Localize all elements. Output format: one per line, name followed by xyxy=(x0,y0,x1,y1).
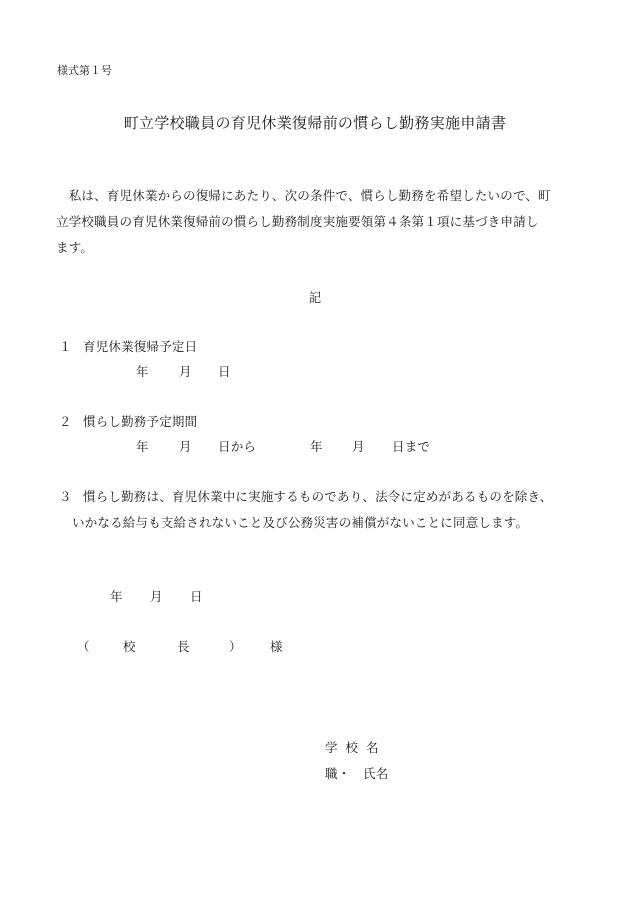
item-label: 育児休業復帰予定日 xyxy=(83,339,198,354)
date-year-label: 年 xyxy=(110,589,123,604)
item-label-continuation: いかなる給与も支給されないこと及び公務災害の補償がないことに同意します。 xyxy=(72,515,529,530)
item-number: ３ xyxy=(59,489,72,504)
form-number: 様式第１号 xyxy=(57,64,112,77)
item-number: ２ xyxy=(59,414,72,429)
day-to-field-label: 日まで xyxy=(392,439,431,454)
paragraph-line: 立学校職員の育児休業復帰前の慣らし勤務制度実施要領第４条第１項に基づき申請し xyxy=(56,214,539,229)
position-name-label: 職・ 氏名 xyxy=(325,766,389,781)
day-from-field-label: 日から xyxy=(218,439,257,454)
date-month-label: 月 xyxy=(150,589,163,604)
paragraph-line: ます。 xyxy=(56,240,94,255)
year-field-label: 年 xyxy=(136,364,149,379)
document-title: 町立学校職員の育児休業復帰前の慣らし勤務実施申請書 xyxy=(123,114,507,132)
addressee-close-paren: ） xyxy=(229,639,242,654)
addressee-open-paren: （ xyxy=(77,639,90,654)
paragraph-line: 私は、育児休業からの復帰にあたり、次の条件で、慣らし勤務を希望したいので、町 xyxy=(56,188,551,203)
year-field-label: 年 xyxy=(136,439,149,454)
month-field-label: 月 xyxy=(352,439,365,454)
month-field-label: 月 xyxy=(179,439,192,454)
month-field-label: 月 xyxy=(179,364,192,379)
item-label: 慣らし勤務は、育児休業中に実施するものであり、法令に定めがあるものを除き、 xyxy=(83,489,553,504)
ki-heading: 記 xyxy=(308,290,322,305)
day-field-label: 日 xyxy=(218,364,231,379)
addressee-cho: 長 xyxy=(177,639,190,654)
date-day-label: 日 xyxy=(190,589,203,604)
addressee-honorific: 様 xyxy=(270,639,283,654)
addressee-ko: 校 xyxy=(123,639,136,654)
year-field-label: 年 xyxy=(310,439,323,454)
item-number: １ xyxy=(59,339,72,354)
school-name-label: 学校名 xyxy=(325,740,387,755)
item-label: 慣らし勤務予定期間 xyxy=(83,414,198,429)
